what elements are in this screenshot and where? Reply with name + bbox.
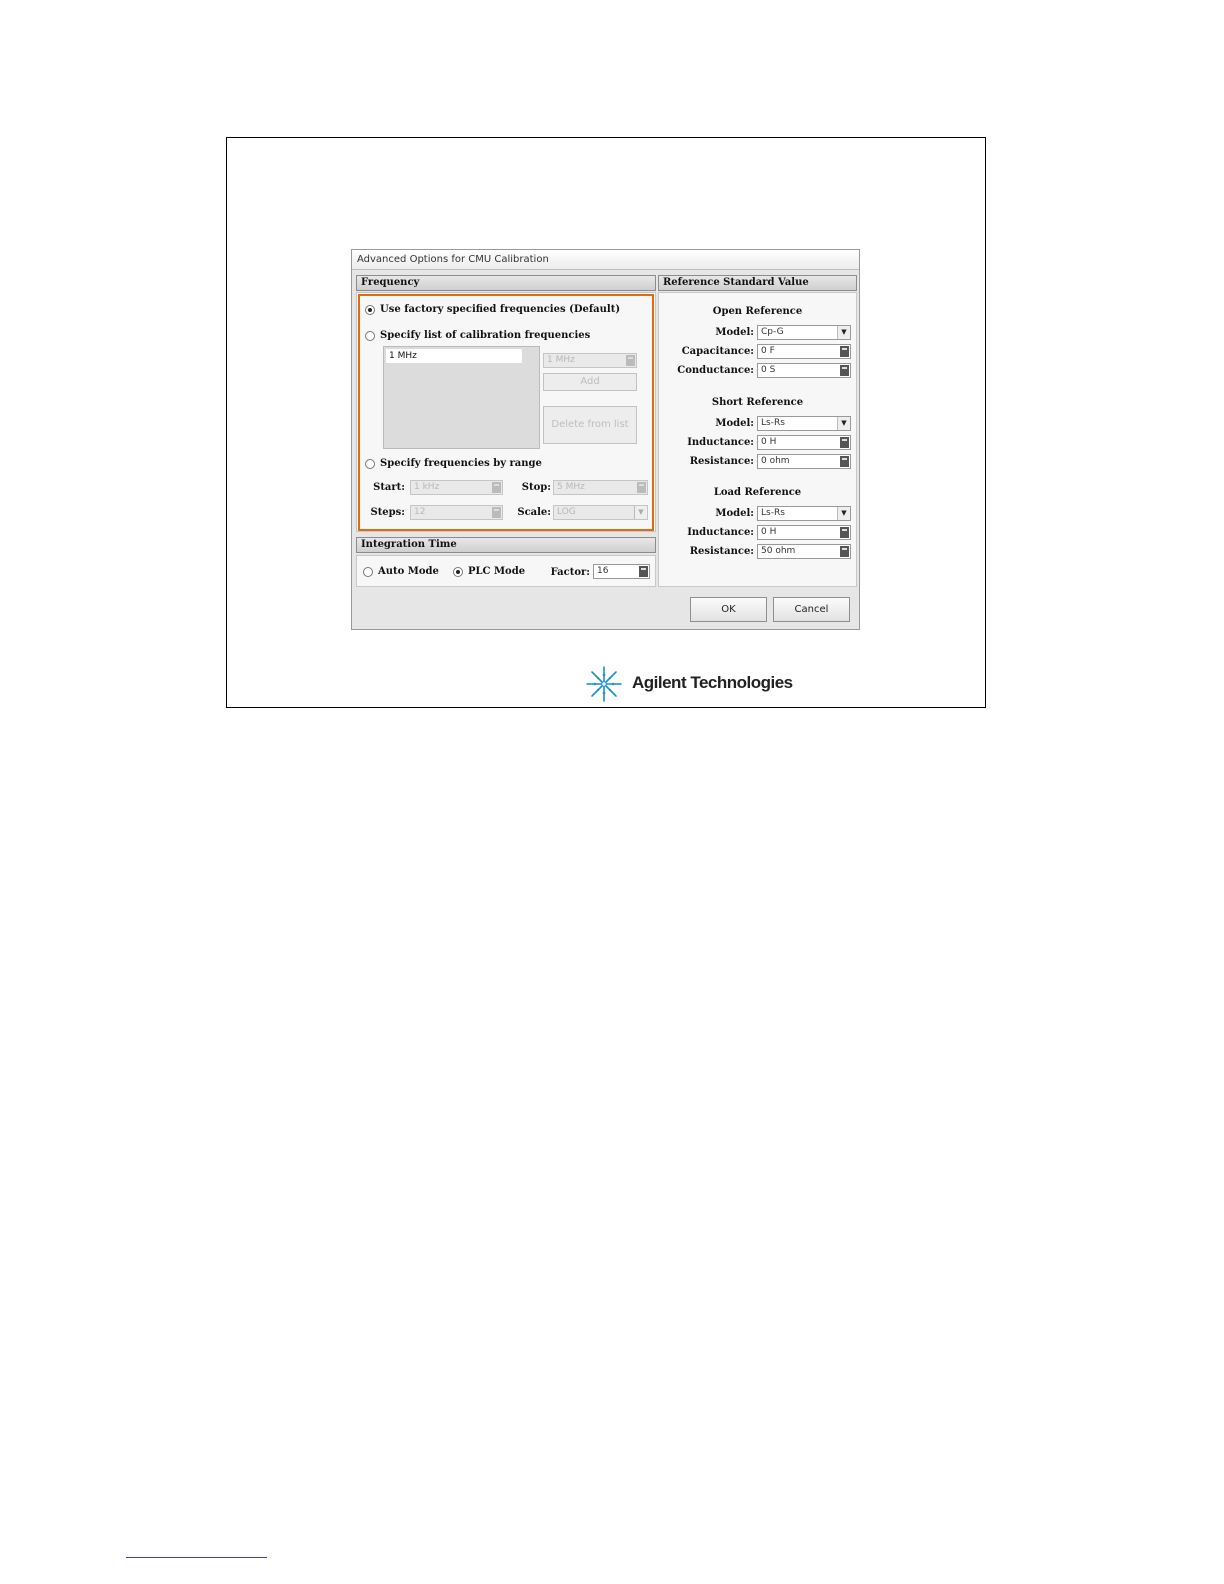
open-capacitance-input[interactable]: [757, 344, 851, 359]
factory-frequencies-option[interactable]: [365, 304, 620, 315]
chevron-down-icon[interactable]: ▼: [634, 506, 647, 519]
calculator-icon[interactable]: [840, 365, 849, 376]
factory-label: Use factory specified frequencies (Default): [380, 304, 621, 315]
frequency-entry-value: 1 MHz: [547, 355, 575, 365]
open-model-value: Cp-G: [761, 327, 784, 337]
auto-mode-label: Auto Mode: [378, 566, 439, 577]
list-label: Specify list of calibration frequencies: [380, 330, 591, 341]
delete-from-list-button[interactable]: Delete from list: [543, 406, 637, 444]
start-value: 1 kHz: [414, 482, 440, 492]
load-resistance-label: Resistance:: [689, 546, 754, 557]
calculator-icon[interactable]: [492, 482, 501, 493]
load-model-value: Ls-Rs: [761, 508, 785, 518]
chevron-down-icon[interactable]: ▼: [837, 326, 850, 339]
calculator-icon[interactable]: [840, 456, 849, 467]
open-capacitance-value: 0 F: [761, 346, 775, 356]
short-model-value: Ls-Rs: [761, 418, 785, 428]
calculator-icon[interactable]: [637, 482, 646, 493]
load-inductance-label: Inductance:: [687, 527, 754, 538]
plc-mode-radio[interactable]: [453, 567, 463, 577]
frequency-entry-input[interactable]: [543, 353, 637, 368]
short-reference-title: Short Reference: [711, 397, 804, 408]
cancel-button[interactable]: Cancel: [773, 597, 850, 622]
open-capacitance-label: Capacitance:: [681, 346, 754, 357]
calculator-icon[interactable]: [639, 566, 648, 577]
open-conductance-label: Conductance:: [677, 365, 754, 376]
short-resistance-input[interactable]: [757, 454, 851, 469]
start-input[interactable]: [410, 480, 503, 495]
advanced-options-dialog: [351, 249, 860, 630]
calculator-icon[interactable]: [492, 507, 501, 518]
chevron-down-icon[interactable]: ▼: [837, 417, 850, 430]
reference-standard-header: Reference Standard Value: [658, 275, 857, 291]
open-model-select[interactable]: [757, 325, 851, 340]
start-label: Start:: [373, 482, 405, 493]
factor-value: 16: [597, 566, 609, 576]
open-model-label: Model:: [715, 327, 754, 338]
load-resistance-input[interactable]: [757, 544, 851, 559]
factory-radio[interactable]: [365, 305, 375, 315]
chevron-down-icon[interactable]: ▼: [837, 507, 850, 520]
open-reference-title: Open Reference: [712, 306, 803, 317]
load-model-label: Model:: [715, 508, 754, 519]
stop-value: 5 MHz: [557, 482, 585, 492]
stop-input[interactable]: [553, 480, 648, 495]
load-model-select[interactable]: [757, 506, 851, 521]
short-model-select[interactable]: [757, 416, 851, 431]
range-label: Specify frequencies by range: [380, 458, 542, 469]
agilent-logo: [584, 664, 793, 704]
plc-mode-label: PLC Mode: [468, 566, 526, 577]
short-resistance-label: Resistance:: [689, 456, 754, 467]
short-resistance-value: 0 ohm: [761, 456, 790, 466]
scale-select[interactable]: [553, 505, 648, 520]
short-model-label: Model:: [715, 418, 754, 429]
calculator-icon[interactable]: [840, 546, 849, 557]
range-radio[interactable]: [365, 459, 375, 469]
load-inductance-value: 0 H: [761, 527, 777, 537]
load-reference-title: Load Reference: [713, 487, 802, 498]
list-item[interactable]: 1 MHz: [386, 349, 522, 363]
frequency-header: Frequency: [356, 275, 656, 291]
auto-mode-option[interactable]: [363, 566, 439, 577]
calculator-icon[interactable]: [840, 346, 849, 357]
range-frequencies-option[interactable]: [365, 458, 542, 469]
calculator-icon[interactable]: [840, 527, 849, 538]
plc-mode-option[interactable]: [453, 566, 525, 577]
calculator-icon[interactable]: [840, 437, 849, 448]
open-conductance-value: 0 S: [761, 365, 776, 375]
footer-link-underline: [126, 1557, 267, 1558]
open-conductance-input[interactable]: [757, 363, 851, 378]
load-inductance-input[interactable]: [757, 525, 851, 540]
auto-mode-radio[interactable]: [363, 567, 373, 577]
load-resistance-value: 50 ohm: [761, 546, 796, 556]
steps-value: 12: [414, 507, 426, 517]
factor-label: Factor:: [550, 567, 590, 578]
integration-time-header: Integration Time: [356, 537, 656, 553]
dialog-title: Advanced Options for CMU Calibration: [352, 250, 859, 270]
factor-input[interactable]: [593, 564, 650, 579]
scale-label: Scale:: [517, 507, 551, 518]
list-frequencies-option[interactable]: [365, 330, 590, 341]
calculator-icon[interactable]: [626, 355, 635, 366]
list-radio[interactable]: [365, 331, 375, 341]
add-button[interactable]: Add: [543, 373, 637, 391]
short-inductance-input[interactable]: [757, 435, 851, 450]
scale-value: LOG: [557, 507, 576, 517]
frequency-listbox[interactable]: [383, 346, 540, 449]
short-inductance-value: 0 H: [761, 437, 777, 447]
short-inductance-label: Inductance:: [687, 437, 754, 448]
steps-input[interactable]: [410, 505, 503, 520]
ok-button[interactable]: OK: [690, 597, 767, 622]
steps-label: Steps:: [370, 507, 405, 518]
stop-label: Stop:: [521, 482, 551, 493]
agilent-spark-icon: [584, 664, 624, 704]
agilent-logo-text: Agilent Technologies: [632, 673, 793, 692]
